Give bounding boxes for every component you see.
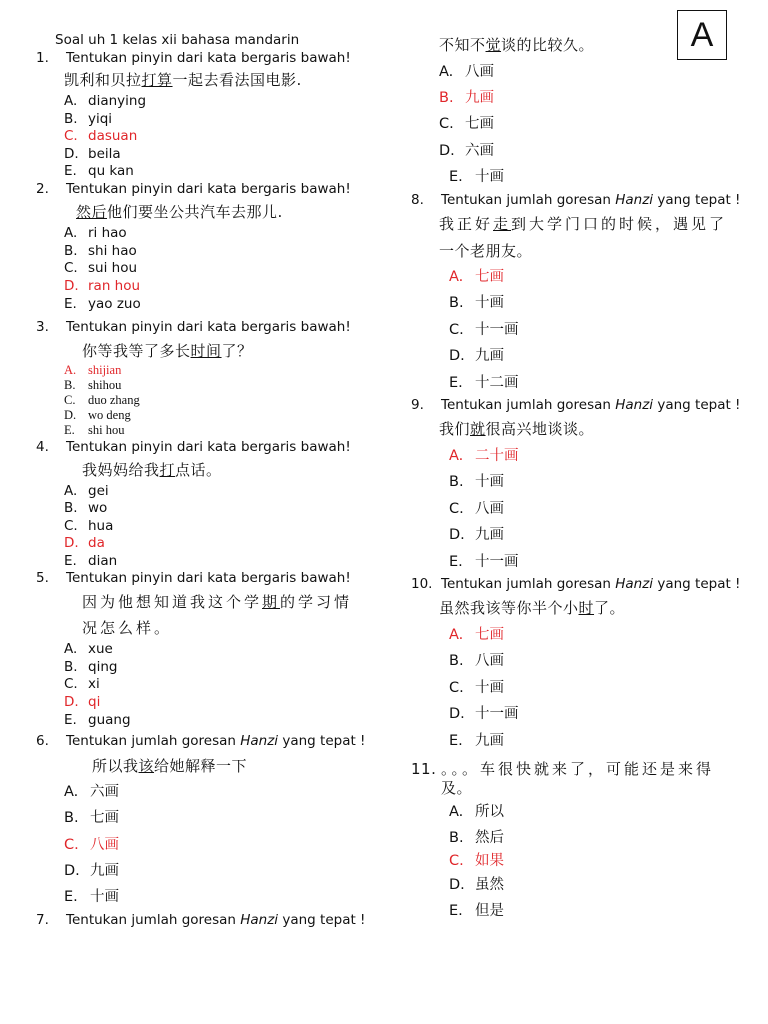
underlined-word: 打 <box>159 461 176 479</box>
option-5b[interactable]: B. qing <box>64 659 118 675</box>
option-6c-answer[interactable]: C. 八画 <box>64 837 119 853</box>
option-2b[interactable]: B. shi hao <box>64 243 137 259</box>
option-8c[interactable]: C. 十一画 <box>449 322 519 338</box>
underlined-word: 该 <box>138 757 155 775</box>
underlined-word: 打算 <box>141 71 173 89</box>
question-4-prompt: 4. Tentukan pinyin dari kata bergaris bawah! <box>36 439 351 455</box>
question-9-sentence: 我们就很高兴地谈谈。 <box>439 420 595 438</box>
underlined-word: 然后 <box>76 203 108 221</box>
option-7a[interactable]: A. 八画 <box>439 64 494 80</box>
option-11b[interactable]: B. 然后 <box>449 830 504 846</box>
option-2d-answer[interactable]: D. ran hou <box>64 278 141 294</box>
option-9e[interactable]: E. 十一画 <box>449 554 519 570</box>
option-10b[interactable]: B. 八画 <box>449 653 504 669</box>
question-11-sentence-line1: 11. 。。。车很快就来了，可能还是来得 <box>411 760 715 778</box>
option-2e[interactable]: E. yao zuo <box>64 296 141 312</box>
underlined-word: 走 <box>493 215 512 233</box>
option-10e[interactable]: E. 九画 <box>449 733 504 749</box>
option-1c-answer[interactable]: C. dasuan <box>64 128 138 144</box>
option-10a-answer[interactable]: A. 七画 <box>449 627 504 643</box>
option-1d[interactable]: D. beila <box>64 146 121 162</box>
question-9-prompt: 9. Tentukan jumlah goresan Hanzi yang tepat ! <box>411 397 741 413</box>
option-3c[interactable]: C. duo zhang <box>64 393 140 407</box>
underlined-word: 觉 <box>485 36 502 54</box>
option-3b[interactable]: B. shihou <box>64 378 122 392</box>
option-3a-answer[interactable]: A. shijian <box>64 363 122 377</box>
page-title: Soal uh 1 kelas xii bahasa mandarin <box>55 32 300 48</box>
underlined-word: 就 <box>470 420 486 438</box>
option-11a[interactable]: A. 所以 <box>449 804 504 820</box>
question-1-prompt: 1. Tentukan pinyin dari kata bergaris bawah! <box>36 50 351 66</box>
option-1e[interactable]: E. qu kan <box>64 163 134 179</box>
option-8e[interactable]: E. 十二画 <box>449 375 519 391</box>
option-1a[interactable]: A. dianying <box>64 93 147 109</box>
question-8-sentence-line1: 我正好走到大学门口的时候，遇见了 <box>439 215 728 233</box>
option-6e[interactable]: E. 十画 <box>64 889 119 905</box>
question-5-prompt: 5. Tentukan pinyin dari kata bergaris bawah! <box>36 570 351 586</box>
option-8a-answer[interactable]: A. 七画 <box>449 269 504 285</box>
option-4a[interactable]: A. gei <box>64 483 109 499</box>
option-2c[interactable]: C. sui hou <box>64 260 138 276</box>
option-4c[interactable]: C. hua <box>64 518 114 534</box>
option-9c[interactable]: C. 八画 <box>449 501 504 517</box>
option-1b[interactable]: B. yiqi <box>64 111 113 127</box>
question-2-prompt: 2. Tentukan pinyin dari kata bergaris bawah! <box>36 181 351 197</box>
option-9d[interactable]: D. 九画 <box>449 527 504 543</box>
option-5d-answer[interactable]: D. qi <box>64 694 101 710</box>
option-4d-answer[interactable]: D. da <box>64 535 105 551</box>
question-7-sentence: 不知不觉谈的比较久。 <box>439 36 595 54</box>
underlined-word: 时间 <box>190 342 222 360</box>
option-4b[interactable]: B. wo <box>64 500 108 516</box>
option-3e[interactable]: E. shi hou <box>64 423 125 437</box>
underlined-word: 期 <box>262 593 281 611</box>
question-5-sentence-line1: 因为他想知道我这个学期的学习情 <box>82 593 353 611</box>
option-9a-answer[interactable]: A. 二十画 <box>449 448 519 464</box>
option-11e[interactable]: E. 但是 <box>449 903 504 919</box>
option-3d[interactable]: D. wo deng <box>64 408 131 422</box>
option-11d[interactable]: D. 虽然 <box>449 877 504 893</box>
option-5a[interactable]: A. xue <box>64 641 113 657</box>
question-1-sentence: 凯利和贝拉打算一起去看法国电影. <box>64 71 302 89</box>
version-mark: A <box>677 10 727 60</box>
question-4-sentence: 我妈妈给我打点话。 <box>82 461 222 479</box>
option-7e[interactable]: E. 十画 <box>449 169 504 185</box>
option-8b[interactable]: B. 十画 <box>449 295 504 311</box>
question-3-sentence: 你等我等了多长时间了？ <box>82 342 253 360</box>
option-10d[interactable]: D. 十一画 <box>449 706 519 722</box>
question-10-sentence: 虽然我该等你半个小时了。 <box>439 599 626 617</box>
option-6d[interactable]: D. 九画 <box>64 863 119 879</box>
option-10c[interactable]: C. 十画 <box>449 680 504 696</box>
option-7d[interactable]: D. 六画 <box>439 143 494 159</box>
option-5e[interactable]: E. guang <box>64 712 131 728</box>
option-8d[interactable]: D. 九画 <box>449 348 504 364</box>
question-6-sentence: 所以我该给她解释一下 <box>92 757 248 775</box>
option-2a[interactable]: A. ri hao <box>64 225 127 241</box>
option-6a[interactable]: A. 六画 <box>64 784 119 800</box>
question-3-prompt: 3. Tentukan pinyin dari kata bergaris bawah! <box>36 319 351 335</box>
option-9b[interactable]: B. 十画 <box>449 474 504 490</box>
question-8-sentence-line2: 一个老朋友。 <box>439 242 533 260</box>
option-4e[interactable]: E. dian <box>64 553 118 569</box>
option-11c-answer[interactable]: C. 如果 <box>449 853 504 869</box>
question-7-prompt: 7. Tentukan jumlah goresan Hanzi yang tepat ! <box>36 912 366 928</box>
option-7c[interactable]: C. 七画 <box>439 116 494 132</box>
question-6-prompt: 6. Tentukan jumlah goresan Hanzi yang tepat ! <box>36 733 366 749</box>
option-7b-answer[interactable]: B. 九画 <box>439 90 494 106</box>
option-6b[interactable]: B. 七画 <box>64 810 119 826</box>
question-8-prompt: 8. Tentukan jumlah goresan Hanzi yang tepat ! <box>411 192 741 208</box>
question-10-prompt: 10. Tentukan jumlah goresan Hanzi yang tepat ! <box>411 576 741 592</box>
question-5-sentence-line2: 况怎么样。 <box>82 619 173 637</box>
option-5c[interactable]: C. xi <box>64 676 100 692</box>
underlined-word: 时 <box>578 599 595 617</box>
question-2-sentence: 然后他们要坐公共汽车去那儿. <box>76 203 283 221</box>
question-11-sentence-line2: 及。 <box>441 779 473 797</box>
